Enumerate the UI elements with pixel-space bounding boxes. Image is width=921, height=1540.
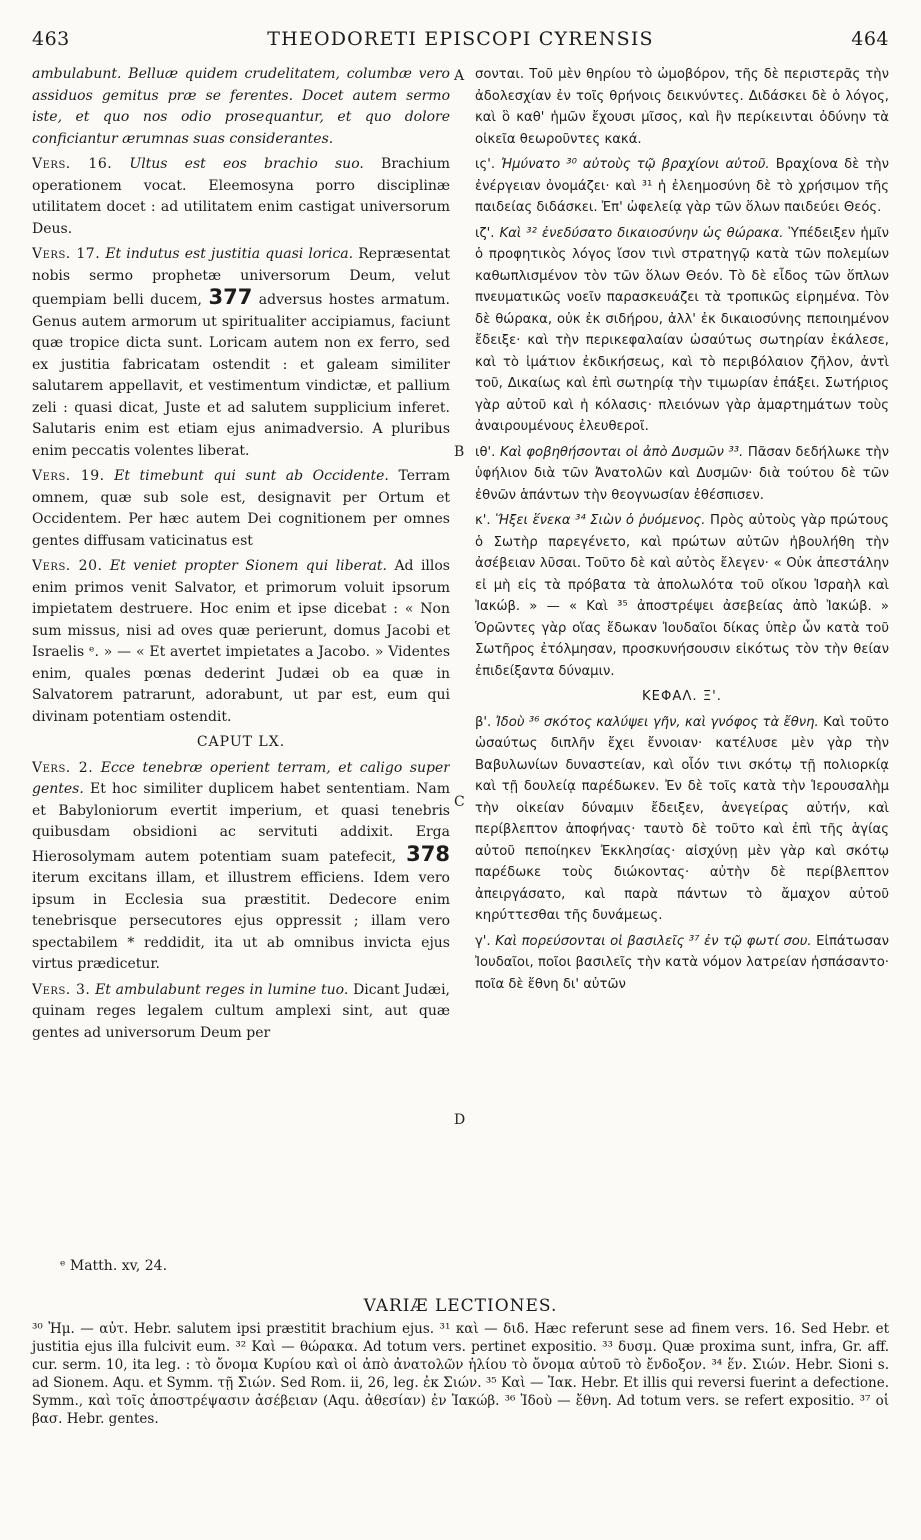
latin-verse-20: Vers. 20. Et veniet propter Sionem qui liberat. Ad illos enim primos venit Salvator, et primorum voluit ipsorum impietatem destruere. Hoc enim et ipse dicebat : « Non sum missus, nisi ad oves quæ perierunt, domus Jacobi et Israelis ᵉ. » — « Et avertet impietates a Jacobo. » Videntes enim, quales pœnas dederint Judæi ob ea quæ in Salvatorem patrarunt, adorabunt, ut par est, eum qui divinam potentiam ostendit. — [32, 558, 450, 725]
column-number-377: 377 — [208, 285, 253, 309]
column-number-378: 378 — [406, 841, 450, 866]
latin-column — [32, 64, 450, 1048]
latin-ch60-verse-2: Vers. 2. Ecce tenebræ operient terram, et caligo super gentes. Et hoc similiter duplicem habet sententiam. Nam et Babyloniorum evertit imperium, et quasi tenebris quibusdam obsidioni ac servituti addixit. Erga Hierosolymam autem potentiam suam patefecit, 378 iterum excitans illam, et illustrem efficiens. Idem vero ipsum in Ecclesia sua præstitit. Dedecore enim tenebrisque persecutores ejus oppressit ; illam vero spectabilem * reddidit, ita ut ab omnibus invicta ejus virtus prædicetur. — [32, 759, 450, 972]
greek-verse-16: ις'. Ἠμύνατο ³⁰ αὐτοὺς τῷ βραχίονι αὐτοῦ. Βραχίονα δὲ τὴν ἐνέργειαν ὀνομάζει· καὶ ³¹ ἡ ἐλεημοσύνη δὲ τὸ χρήσιμον τῆς παιδείας διδάσκει. Ἐπ' ὠφελείᾳ γὰρ τῶν ὅλων παιδεύει Θεός. — [475, 157, 889, 215]
variae-lectiones-title: VARIÆ LECTIONES. — [363, 1296, 558, 1316]
latin-verse-16: Vers. 16. Ultus est eos brachio suo. Brachium operationem vocat. Eleemosyna porro disciplinæ utilitatem docet : ad utilitatem enim castigat universorum Deus. — [32, 156, 450, 237]
latin-intro: ambulabunt. Belluæ quidem crudelitatem, columbæ vero assiduos gemitus præ se ferentes. Docet autem sermo iste, et quo nos odio prosequantur, et quo dolore conficiantur ærumnas suas considerantes. — [32, 66, 450, 147]
latin-verse-19: Vers. 19. Et timebunt qui sunt ab Occidente. Terram omnem, quæ sub sole est, designavit per Ortum et Occidentem. Per hæc autem Dei cognitionem per omnes gentes diffusam vaticinatus est — [32, 468, 450, 549]
latin-chapter-heading: CAPUT LX. — [196, 734, 286, 750]
running-title: THEODORETI EPISCOPI CYRENSIS — [267, 28, 654, 50]
greek-ch60-verse-3: γ'. Καὶ πορεύσονται οἱ βασιλεῖς ³⁷ ἐν τῷ φωτί σου. Εἰπάτωσαν Ἰουδαῖοι, ποῖοι βασιλεῖς τὴν κατὰ νόμον λατρείαν ἠσπάσαντο· ποῖα δὲ ἔθνη δι' αὐτῶν — [475, 933, 889, 992]
greek-intro: σονται. Τοῦ μὲν θηρίου τὸ ὠμοβόρον, τῆς δὲ περιστερᾶς τὴν ἀδολεσχίαν ἐν τοῖς θρήνοις δεικνύντες. Διδάσκει δὲ ὁ λόγος, καὶ ὃ καθ' ἡμῶν ἔχουσι μῖσος, καὶ ἣν περίκεινται ὀδύνην τὰ οἰκεῖα θεωροῦντες κακά. — [475, 67, 889, 147]
page-number-right: 464 — [851, 28, 889, 50]
greek-verse-17: ιζ'. Καὶ ³² ἐνεδύσατο δικαιοσύνην ὡς θώρακα. Ὑπέδειξεν ἡμῖν ὁ προφητικὸς λόγος ἴσον τινὶ στρατηγῷ κατὰ τῶν πολεμίων καθωπλισμένον τὸν τῶν ὅλων Θεόν. Τὸ δὲ εἶδος τῶν ὅπλων πνευματικῶς νοεῖν παρασκευάζει τὰ τροπικῶς εἰρημένα. Τὸν δὲ θώρακα, οὐκ ἐκ σιδήρου, ἀλλ' ἐκ δικαιοσύνης πεποιημένον ἔδειξε· καὶ τὴν περικεφαλαίαν ὡσαύτως σωτηρίαν ἐκάλεσε, καὶ τὸ ἱμάτιον ἐκδικήσεως, καὶ τὸ περιβόλαιον ζῆλον, ἀντὶ τοῦ, Δικαίως καὶ ἐπὶ σωτηρίᾳ τὴν τιμωρίαν ἐπάξει. Σωτήριος γὰρ αὐτοῦ καὶ ἡ κόλασις· πλειόνων γὰρ ἁμαρτημάτων τοὺς ἀναιρουμένους ἐλευθεροῖ. — [475, 225, 889, 434]
page-number-left: 463 — [32, 28, 70, 50]
greek-ch60-verse-2: β'. Ἰδοὺ ³⁶ σκότος καλύψει γῆν, καὶ γνόφος τὰ ἔθνη. Καὶ τοῦτο ὡσαύτως διπλῆν ἔχει ἔννοιαν· κατέλυσε μὲν γὰρ τὴν Βαβυλωνίων δυναστείαν, καὶ οἷόν τινι σκότῳ τῇ πολιορκίᾳ καὶ τῇ δουλείᾳ παρέδωκεν. Ἐν δὲ τοῖς κατὰ τὴν Ἱερουσαλὴμ τὴν οἰκείαν δύναμιν ἔδειξεν, ἀνεγείρας αὐτήν, καὶ περίβλεπτον ἀποφήνας· ταυτὸ δὲ τοῦτο καὶ ἐπὶ τῆς ἁγίας αὐτοῦ πεποίηκεν Ἐκκλησίας· αἰσχύνῃ μὲν γὰρ καὶ σκότῳ παρέδωκε τοὺς διώκοντας· αὐτὴν δὲ περίβλεπτον ἀπειργάσατο, καὶ παρὰ πάντων τὸ ἄμαχον αὐτοῦ κηρύττεσθαι τῆς δυνάμεως. — [475, 714, 889, 923]
greek-verse-20: κ'. Ἥξει ἕνεκα ³⁴ Σιὼν ὁ ῥυόμενος. Πρὸς αὐτοὺς γὰρ πρώτους ὁ Σωτὴρ παρεγένετο, καὶ πρώτων αὐτῶν ἠβουλήθη τὴν ἀσέβειαν λῦσαι. Τοῦτο δὲ καὶ αὐτὸς ἔλεγεν· « Οὐκ ἀπεστάλην εἰ μὴ εἰς τὰ πρόβατα τὰ ἀπολωλότα τοῦ οἴκου Ἰσραὴλ καὶ Ἰακώβ. » — « Καὶ ³⁵ ἀποστρέψει ἀσεβείας ἀπὸ Ἰακώβ. » Ὁρῶντες γὰρ οἵας ἔδωκαν Ἰουδαῖοι δίκας ὑπὲρ ὧν κατὰ τοῦ Σωτῆρος ἐτόλμησαν, προσκυνήσουσιν εἰκότως τὸν τὴν θείαν ἐπιδείξαντα δύναμιν. — [475, 513, 889, 679]
margin-letter-a: A — [454, 68, 465, 84]
latin-ch60-verse-3: Vers. 3. Et ambulabunt reges in lumine tuo. Dicant Judæi, quinam reges legalem cultum amplexi sint, aut quæ gentes ad universorum Deum per — [32, 981, 450, 1041]
variae-lectiones-text: ³⁰ Ἠμ. — αὐτ. Hebr. salutem ipsi præstitit brachium ejus. ³¹ καὶ — διδ. Hæc referunt sese ad finem vers. 16. Sed Hebr. et justitia ejus illa fulcivit eum. ³² Καὶ — θώρακα. Ad totum vers. pertinet expositio. ³³ δυσμ. Quæ proxima sunt, infra, Gr. aff. cur. serm. 10, ita leg. : τὸ ὄνομα Κυρίου καὶ οἱ ἀπὸ ἀνατολῶν ἡλίου τὸ ὄνομα αὐτοῦ τὸ ἔνδοξον. ³⁴ ἕν. Σιών. Hebr. Sioni s. ad Sionem. Aqu. et Symm. τῇ Σιών. Sed Rom. ii, 26, leg. ἐκ Σιών. ³⁵ Καὶ — Ἰακ. Hebr. Et illis qui reversi fuerint a defectione. Symm., καὶ τοῖς ἀποστρέψασιν ἀσέβειαν (Aqu. ἀθεσίαν) ἐν Ἰακώβ. ³⁶ Ἰδοὺ — ἔθνη. Ad totum vers. se refert expositio. ³⁷ οἱ βασ. Hebr. gentes. — [32, 1321, 889, 1427]
margin-letter-d: D — [454, 1112, 466, 1128]
greek-column — [475, 64, 889, 999]
greek-verse-19: ιθ'. Καὶ φοβηθήσονται οἱ ἀπὸ Δυσμῶν ³³. Πᾶσαν δεδήλωκε τὴν ὑφήλιον διὰ τῶν Ἀνατολῶν καὶ Δυσμῶν· διὰ τούτου δὲ τῶν ἐθνῶν ἁπάντων τὴν θεογνωσίαν ἐθέσπισεν. — [475, 444, 889, 503]
page-header — [32, 28, 889, 64]
greek-chapter-heading: ΚΕΦΑΛ. Ξ'. — [642, 689, 722, 704]
margin-letter-b: B — [454, 444, 465, 460]
footnote: ᵉ Matth. xv, 24. — [60, 1258, 168, 1274]
latin-verse-17: Vers. 17. Et indutus est justitia quasi lorica. Repræsentat nobis sermo prophetæ universorum Deum, velut quempiam belli ducem, 377 adversus hostes armatum. Genus autem armorum ut spiritualiter accipiamus, faciunt quæ tropice dicta sunt. Loricam autem non ex ferro, sed ex justitia fabricatam ostendit : et galeam similiter salutarem appellavit, et vestimentum vindictæ, et pallium zeli : quasi dicat, Juste et ad salutem supplicium inferet. Salutaris enim est etiam ejus animadversio. A pluribus enim peccatis volentes liberat. — [32, 246, 450, 459]
margin-letter-c: C — [454, 794, 465, 810]
